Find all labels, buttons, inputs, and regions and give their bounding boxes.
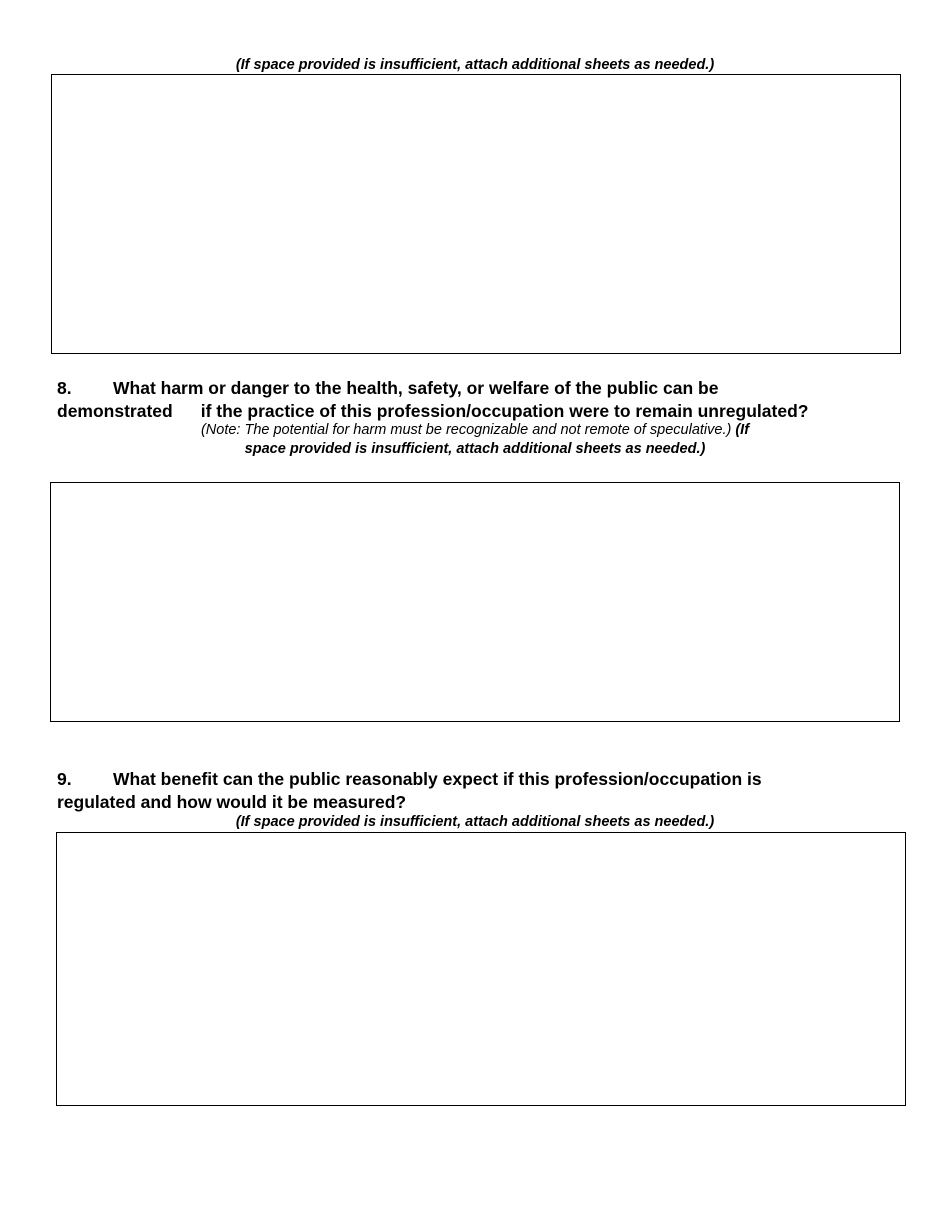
- question-8-harm-note: (Note: The potential for harm must be recognizable and not remote of speculative.): [200, 422, 732, 438]
- question-9-line1: What benefit can the public reasonably expect if this profession/occupation is: [113, 769, 762, 789]
- question-8-line2-end: if the practice of this profession/occupation were to remain unregulated?: [200, 401, 809, 421]
- answer-box-7[interactable]: [51, 74, 901, 354]
- question-8-attach-note-end: space provided is insufficient, attach additional sheets as needed.): [244, 441, 706, 457]
- question-8-line1: What harm or danger to the health, safety, or welfare of the public can be: [113, 378, 719, 398]
- question-9-line2: regulated and how would it be measured?: [57, 792, 407, 812]
- answer-box-9[interactable]: [56, 832, 906, 1106]
- top-attach-note: (If space provided is insufficient, attach additional sheets as needed.): [235, 57, 715, 73]
- answer-box-8[interactable]: [50, 482, 900, 722]
- question-8-text: [57, 377, 937, 423]
- question-8-line2-start: demonstrated: [57, 401, 173, 421]
- question-8-note: [0, 421, 950, 459]
- question-9-text: [57, 768, 937, 814]
- question-8-number: 8.: [57, 378, 72, 398]
- question-9-number: 9.: [57, 769, 72, 789]
- question-8-attach-note-start: (If: [735, 422, 750, 438]
- question-9-attach-note: (If space provided is insufficient, attach additional sheets as needed.): [235, 814, 715, 830]
